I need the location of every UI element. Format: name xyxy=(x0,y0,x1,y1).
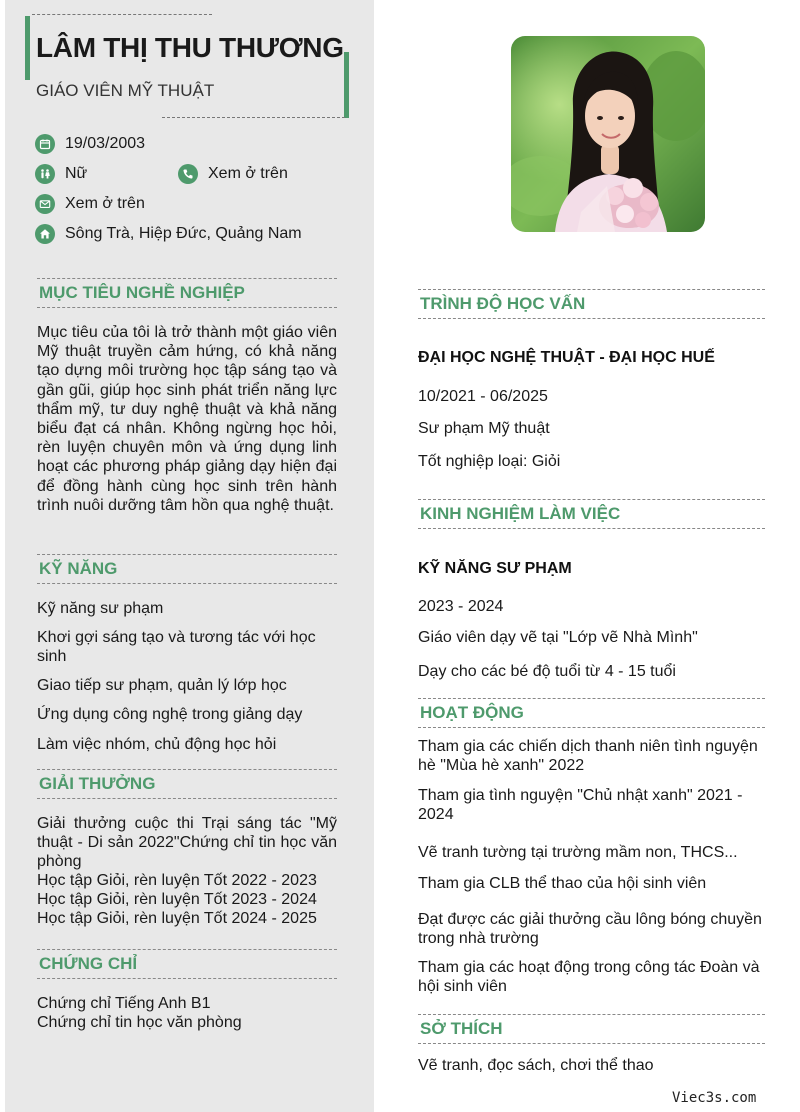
award-item: Học tập Giỏi, rèn luyện Tốt 2024 - 2025 xyxy=(37,910,317,927)
skill-item: Giao tiếp sư phạm, quản lý lớp học xyxy=(37,677,287,694)
activity-item: Tham gia các hoạt động trong công tác Đoàn và hội sinh viên xyxy=(418,959,760,995)
education-divider-top xyxy=(418,289,765,290)
skill-item: Kỹ năng sư phạm xyxy=(37,600,164,617)
objective-divider-top xyxy=(37,278,337,279)
experience-title: KỸ NĂNG SƯ PHẠM xyxy=(418,560,572,577)
hobbies-heading: SỞ THÍCH xyxy=(420,1019,503,1038)
phone-icon xyxy=(178,164,198,184)
award-item: Học tập Giỏi, rèn luyện Tốt 2023 - 2024 xyxy=(37,891,317,908)
awards-heading: GIẢI THƯỞNG xyxy=(39,774,156,793)
skills-divider-bottom xyxy=(37,583,337,584)
objective-text: Mục tiêu của tôi là trở thành một giáo viên Mỹ thuật truyền cảm hứng, có khả năng tạo dựng môi trường học tập sáng tạo và gần gũi, giúp học sinh phát triển năng lực thẩm mỹ, tư duy nghệ thuật và khả năng biểu đạt cá nhân. Không ngừng học hỏi, rèn luyện chuyên môn và ứng dụng linh hoạt các phương pháp giảng dạy hiện đại để đồng hành cùng học sinh trên hành trình nuôi dưỡng tâm hồn qua nghệ thuật. xyxy=(37,324,337,514)
education-grade: Tốt nghiệp loại: Giỏi xyxy=(418,453,561,470)
awards-divider-bottom xyxy=(37,798,337,799)
email-icon xyxy=(35,194,55,214)
contact-email xyxy=(35,194,145,214)
skills-divider-top xyxy=(37,554,337,555)
activities-divider-bottom xyxy=(418,727,765,728)
skills-heading: KỸ NĂNG xyxy=(39,559,118,578)
certificates-divider-bottom xyxy=(37,978,337,979)
education-school: ĐẠI HỌC NGHỆ THUẬT - ĐẠI HỌC HUẾ xyxy=(418,349,715,366)
name-bottom-divider xyxy=(162,117,345,118)
footer-brand: Viec3s.com xyxy=(672,1090,757,1106)
contact-gender xyxy=(35,164,87,184)
skill-item: Ứng dụng công nghệ trong giảng dạy xyxy=(37,706,303,723)
contact-phone xyxy=(178,164,288,184)
hobbies-divider-bottom xyxy=(418,1043,765,1044)
experience-item: Dạy cho các bé độ tuổi từ 4 - 15 tuổi xyxy=(418,663,676,680)
experience-heading: KINH NGHIỆM LÀM VIỆC xyxy=(420,504,621,523)
certificate-item: Chứng chỉ Tiếng Anh B1 xyxy=(37,995,211,1012)
activity-item: Tham gia các chiến dịch thanh niên tình nguyện hè "Mùa hè xanh" 2022 xyxy=(418,738,758,774)
award-item: Giải thưởng cuộc thi Trại sáng tác "Mỹ thuật - Di sản 2022"Chứng chỉ tin học văn phòng xyxy=(37,815,337,871)
contact-address xyxy=(35,224,302,244)
candidate-name: LÂM THỊ THU THƯƠNG xyxy=(36,32,344,63)
experience-item: Giáo viên dạy vẽ tại "Lớp vẽ Nhà Mình" xyxy=(418,629,698,646)
objective-heading: MỤC TIÊU NGHỀ NGHIỆP xyxy=(39,283,245,302)
experience-divider-bottom xyxy=(418,528,765,529)
experience-period: 2023 - 2024 xyxy=(418,598,504,615)
address-value: Sông Trà, Hiệp Đức, Quảng Nam xyxy=(65,225,302,242)
activities-heading: HOẠT ĐỘNG xyxy=(420,703,524,722)
calendar-icon xyxy=(35,134,55,154)
name-top-divider xyxy=(32,14,212,15)
contact-birthday xyxy=(35,134,145,154)
education-heading: TRÌNH ĐỘ HỌC VẤN xyxy=(420,294,586,313)
certificate-item: Chứng chỉ tin học văn phòng xyxy=(37,1014,242,1031)
profile-photo xyxy=(511,36,705,232)
awards-divider-top xyxy=(37,769,337,770)
education-period: 10/2021 - 06/2025 xyxy=(418,388,548,405)
hobbies-divider-top xyxy=(418,1014,765,1015)
job-title: GIÁO VIÊN MỸ THUẬT xyxy=(36,81,215,100)
education-divider-bottom xyxy=(418,318,765,319)
activity-item: Vẽ tranh tường tại trường mầm non, THCS... xyxy=(418,844,738,861)
experience-divider-top xyxy=(418,499,765,500)
award-item: Học tập Giỏi, rèn luyện Tốt 2022 - 2023 xyxy=(37,872,317,889)
name-accent-bar-right xyxy=(344,52,349,118)
name-accent-bar-left xyxy=(25,16,30,80)
activities-divider-top xyxy=(418,698,765,699)
email-value: Xem ở trên xyxy=(65,195,145,212)
phone-value: Xem ở trên xyxy=(208,165,288,182)
home-icon xyxy=(35,224,55,244)
skill-item: Khơi gợi sáng tạo và tương tác với học sinh xyxy=(37,629,316,665)
objective-divider-bottom xyxy=(37,307,337,308)
gender-value: Nữ xyxy=(65,165,88,182)
certificates-heading: CHỨNG CHỈ xyxy=(39,954,138,973)
activity-item: Đạt được các giải thưởng cầu lông bóng chuyền trong nhà trường xyxy=(418,911,762,947)
activity-item: Tham gia tình nguyện "Chủ nhật xanh" 2021 - 2024 xyxy=(418,787,743,823)
education-major: Sư phạm Mỹ thuật xyxy=(418,420,550,437)
certificates-divider-top xyxy=(37,949,337,950)
gender-icon xyxy=(35,164,55,184)
hobbies-text: Vẽ tranh, đọc sách, chơi thể thao xyxy=(418,1057,654,1074)
birthday-value: 19/03/2003 xyxy=(65,135,146,152)
activity-item: Tham gia CLB thể thao của hội sinh viên xyxy=(418,875,707,892)
skill-item: Làm việc nhóm, chủ động học hỏi xyxy=(37,736,277,753)
